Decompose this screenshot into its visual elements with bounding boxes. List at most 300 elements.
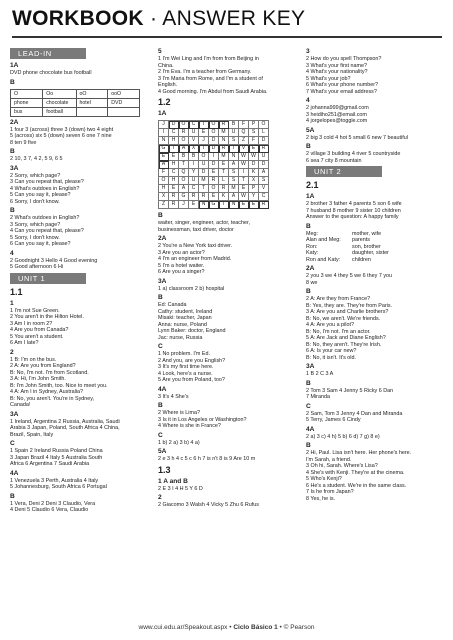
- wordsearch-cell: D: [259, 137, 269, 145]
- wordsearch-cell: K: [219, 193, 229, 201]
- exercise-label: 1A: [306, 193, 315, 200]
- table-cell: Oo: [43, 89, 76, 98]
- footer-copyright: • © Pearson: [277, 624, 315, 631]
- wordsearch-cell: A: [229, 193, 239, 201]
- wordsearch-cell: Y: [189, 169, 199, 177]
- answer-line: English.: [158, 82, 178, 88]
- wordsearch-cell: U: [189, 129, 199, 137]
- exercise-label: 4A: [10, 469, 19, 477]
- wordsearch-cell: O: [259, 121, 269, 129]
- wordsearch-cell: Z: [159, 201, 169, 209]
- exercise-label: C: [10, 440, 15, 447]
- answer-line: 7 husband 8 mother 9 sister 10 children: [306, 207, 401, 214]
- wordsearch-cell: S: [259, 177, 269, 185]
- wordsearch-row: [159, 121, 269, 129]
- exercise-label: B: [10, 492, 15, 500]
- wordsearch-cell: M: [219, 129, 229, 137]
- answer-line: 2 E 3 I 4 H 5 Y 6 D: [158, 485, 203, 492]
- answer-line: B: Yes, they are. They're from Paris.: [306, 302, 393, 309]
- answer-line: 4 jorgelopes@toggle.com: [306, 118, 368, 124]
- wordsearch-row: [159, 169, 269, 177]
- answer-line: Arabia 3 Japan, Poland, South Africa 4 China,: [10, 425, 120, 431]
- wordsearch-cell: A: [179, 185, 189, 193]
- family-row: [306, 257, 442, 264]
- wordsearch-cell: R: [199, 193, 209, 201]
- answer-line: 5 A: Are Jack and Diane English?: [306, 335, 386, 341]
- wordsearch-cell: S: [229, 137, 239, 145]
- answer-line: 7 Is he from Japan?: [306, 489, 354, 495]
- exercise-label: B: [10, 207, 15, 214]
- wordsearch-cell: W: [249, 153, 259, 161]
- answer-line: 1 a) classroom 2 b) hospital: [158, 285, 225, 292]
- wordsearch-cell: T: [239, 177, 249, 185]
- column-1: [10, 46, 140, 514]
- answer-line: Canada!: [10, 402, 31, 408]
- answer-line: 5 Can you say it, please?: [10, 192, 71, 198]
- exercise-label: 3: [306, 48, 310, 55]
- answer-line: 4 Look, here's a nurse.: [158, 370, 213, 377]
- wordsearch-cell: F: [159, 169, 169, 177]
- answer-line: 3 Japan Brazil 4 Italy 5 Australia South: [10, 454, 103, 461]
- wordsearch-cell: E: [239, 185, 249, 193]
- wordsearch-cell: G: [159, 145, 169, 153]
- exercise-label: 1A: [10, 62, 19, 69]
- exercise-label: 4A: [158, 385, 167, 393]
- exercise-label: B: [306, 288, 311, 295]
- wordsearch-cell: R: [169, 193, 179, 201]
- exercise-label: 3A: [10, 410, 19, 418]
- exercise-label: 2A: [10, 118, 19, 126]
- answer-line: Anna: nurse, Poland: [158, 321, 207, 328]
- header-rule: [12, 36, 442, 38]
- wordsearch-cell: O: [179, 177, 189, 185]
- answer-line: 6 A: Is your car new?: [306, 348, 357, 354]
- wordsearch-row: [159, 145, 269, 153]
- answer-line: 2 Tom 3 Sam 4 Jenny 5 Ricky 6 Dan: [306, 387, 394, 394]
- wordsearch-cell: C: [259, 193, 269, 201]
- wordsearch-cell: W: [239, 161, 249, 169]
- family-name: Meg:: [306, 230, 318, 237]
- answer-line: 4 I'm an engineer from Madrid.: [158, 256, 232, 262]
- exercise-label: B: [10, 78, 15, 86]
- wordsearch-cell: I: [199, 145, 209, 153]
- exercise-label: 2: [10, 348, 14, 356]
- wordsearch-cell: F: [239, 121, 249, 129]
- answer-line: 6 Sorry, I don't know.: [10, 198, 60, 205]
- answer-line: waiter, singer, engineer, actor, teacher,: [158, 220, 250, 226]
- exercise-label: B: [158, 402, 163, 409]
- exercise-label: B: [158, 294, 163, 301]
- wordsearch-cell: E: [239, 201, 249, 209]
- exercise-label: 5: [158, 48, 162, 55]
- answer-line: 6 He's a student. We're in the same class.: [306, 482, 407, 489]
- answer-line: 1 I'm not Sue Green.: [10, 307, 60, 314]
- answer-line: 2 Giacomo 3 Walsh 4 Vicky 5 Zhu 6 Rufus: [158, 502, 259, 508]
- exercise-label: 5A: [158, 448, 167, 455]
- exercise-label: 4: [306, 97, 310, 104]
- answer-line: B: No, I'm not. I'm an actor.: [306, 328, 371, 335]
- answer-line: 1 Venezuela 3 Perth, Australia 4 Italy: [10, 477, 99, 484]
- wordsearch-cell: B: [189, 153, 199, 161]
- wordsearch-cell: O: [209, 185, 219, 193]
- wordsearch-cell: I: [209, 153, 219, 161]
- wordsearch-cell: F: [249, 137, 259, 145]
- exercise-label: B: [306, 442, 311, 449]
- wordsearch-cell: D: [169, 121, 179, 129]
- wordsearch-cell: U: [189, 177, 199, 185]
- table-row: [11, 89, 140, 98]
- answer-line: 3 Sorry, which page?: [10, 221, 61, 228]
- wordsearch-cell: R: [259, 201, 269, 209]
- wordsearch-row: [159, 177, 269, 185]
- answer-line: 3 It's 4 She's: [158, 393, 189, 400]
- exercise-label: C: [306, 402, 311, 410]
- wordsearch-cell: H: [169, 137, 179, 145]
- wordsearch-cell: J: [199, 137, 209, 145]
- table-cell: chocolate: [43, 98, 76, 107]
- answer-line: 1 No problem. I'm Ed.: [158, 351, 210, 357]
- answer-line: 5 You aren't a student.: [10, 333, 64, 340]
- wordsearch-cell: E: [219, 161, 229, 169]
- answer-line: 3 Oh hi, Sarah. Where's Lisa?: [306, 463, 378, 469]
- exercise-label: 2A: [158, 235, 167, 242]
- wordsearch-cell: C: [169, 129, 179, 137]
- wordsearch-cell: D: [249, 161, 259, 169]
- answer-line: 4 Deni 5 Claudio 6 Vera, Claudio: [10, 507, 89, 513]
- answer-line: 1 B: I'm on the bus.: [10, 356, 57, 363]
- wordsearch-cell: E: [169, 153, 179, 161]
- wordsearch-cell: I: [189, 161, 199, 169]
- wordsearch-cell: M: [199, 177, 209, 185]
- answer-line: 4 Good morning. I'm Abdul from Saudi Arabia.: [158, 88, 268, 95]
- answer-line: 7 Miranda: [306, 394, 330, 400]
- answer-line: 3 I'm Maria from Rome, and I'm a student of: [158, 75, 263, 82]
- answer-line: 3 Is it in Los Angeles or Washington?: [158, 416, 247, 423]
- exercise-label: 3A: [158, 277, 167, 285]
- section-tab-unit-2: UNIT 2: [306, 166, 382, 177]
- answer-line: China.: [158, 62, 174, 69]
- answer-line: 3 heidiho251@email.com: [306, 111, 367, 118]
- wordsearch-cell: U: [229, 129, 239, 137]
- answer-line: 1 four 3 (across) three 3 (down) two 4 eight: [10, 126, 114, 133]
- answer-line: 4 A: Am I in Sydney, Australia?: [10, 389, 84, 395]
- wordsearch-row: [159, 153, 269, 161]
- wordsearch-cell: P: [249, 121, 259, 129]
- answer-line: Answer to the question: A happy family: [306, 214, 399, 220]
- wordsearch-cell: B: [179, 153, 189, 161]
- family-role: parents: [352, 237, 370, 243]
- wordsearch-cell: J: [179, 201, 189, 209]
- answer-line: 2 You aren't in the Hilton Hotel.: [10, 314, 84, 320]
- wordsearch-cell: D: [209, 137, 219, 145]
- answer-line: Africa 6 Argentina 7 Saudi Arabia: [10, 461, 90, 467]
- title-answer-key: · ANSWER KEY: [143, 7, 306, 30]
- family-name: Ron and Katy:: [306, 256, 341, 263]
- family-name: Ron:: [306, 243, 318, 250]
- answer-line: 1 B 2 C 3 A: [306, 371, 334, 377]
- answer-line: 6 Can you say it, please?: [10, 241, 71, 247]
- answer-line: 6 sea 7 city 8 mountain: [306, 157, 362, 164]
- answer-line: 2 Sam, Tom 3 Jenny 4 Dan and Miranda: [306, 410, 403, 417]
- answer-line: 4 Are you from Canada?: [10, 327, 69, 333]
- wordsearch-cell: L: [219, 177, 229, 185]
- wordsearch-cell: L: [259, 129, 269, 137]
- wordsearch-cell: X: [159, 193, 169, 201]
- family-role: mother, wife: [352, 230, 382, 237]
- family-role: son, brother: [352, 243, 381, 250]
- wordsearch-cell: T: [199, 121, 209, 129]
- wordsearch-cell: E: [249, 145, 259, 153]
- answer-line: 4 Where is she in France?: [158, 423, 221, 429]
- answer-line: 1 Vera, Deni 2 Deni 3 Claudio, Vera: [10, 500, 96, 507]
- answer-line: 4 What's outdoes in English?: [10, 185, 80, 192]
- answer-line: 3 Can you repeat that, please?: [10, 179, 84, 185]
- wordsearch-cell: A: [229, 161, 239, 169]
- footer-url[interactable]: www.cui.edu.ar/Speakout.aspx: [138, 624, 228, 631]
- wordsearch-cell: H: [159, 185, 169, 193]
- exercise-label: 1A: [158, 110, 167, 117]
- wordsearch-cell: U: [199, 161, 209, 169]
- exercise-label: C: [158, 431, 163, 439]
- wordsearch-cell: R: [219, 145, 229, 153]
- answer-line: 5 Johannesburg, South Africa 6 Portugal: [10, 484, 107, 490]
- wordsearch-cell: R: [189, 193, 199, 201]
- table-cell: oO: [76, 89, 108, 98]
- answer-line: 2 A: Are you from England?: [10, 363, 76, 369]
- table-cell: phone: [11, 98, 43, 107]
- wordsearch-cell: Q: [179, 169, 189, 177]
- page-footer: [0, 624, 453, 631]
- answer-line: 2 What's outdoes in English?: [10, 215, 80, 221]
- answer-line: Lynn Baker: doctor, England: [158, 328, 226, 334]
- wordsearch-cell: D: [259, 161, 269, 169]
- table-row: [11, 98, 140, 107]
- answer-line: 2 And you, are you English?: [158, 357, 226, 364]
- answer-line: businessman, taxi driver, doctor: [158, 226, 234, 233]
- answer-line: 3 A: Hi, I'm John Smith.: [10, 376, 66, 382]
- wordsearch-cell: O: [159, 177, 169, 185]
- wordsearch-cell: M: [229, 185, 239, 193]
- family-role: daughter, sister: [352, 250, 389, 256]
- wordsearch-cell: T: [199, 185, 209, 193]
- answer-line: 4 What's your nationality?: [306, 69, 368, 75]
- answer-line: 5 (across) six 5 (down) seven 6 one 7 nine: [10, 133, 112, 139]
- wordsearch-cell: O: [179, 121, 189, 129]
- exercise-label: 1: [10, 299, 14, 307]
- wordsearch-cell: O: [199, 153, 209, 161]
- answer-line: 2 a) 3 c) 4 h) 5 b) 6 d) 7 g) 8 e): [306, 433, 380, 440]
- wordsearch-cell: I: [159, 129, 169, 137]
- wordsearch-cell: X: [189, 145, 199, 153]
- wordsearch-cell: J: [159, 121, 169, 129]
- exercise-label: 4: [10, 249, 14, 257]
- exercise-label: B: [10, 148, 15, 155]
- exercise-label: 5A: [306, 126, 315, 134]
- answer-line: 2 Hi, Paul. Lisa isn't here. Her phone's here.: [306, 450, 412, 456]
- wordsearch-cell: N: [199, 201, 209, 209]
- answer-line: 4 Can you repeat that, please?: [10, 228, 84, 234]
- wordsearch-cell: V: [259, 185, 269, 193]
- answer-line: 7 What's your email address?: [306, 88, 377, 95]
- wordsearch-cell: N: [219, 137, 229, 145]
- section-tab-lead-in: LEAD-IN: [10, 48, 86, 59]
- wordsearch-cell: G: [179, 193, 189, 201]
- wordsearch-cell: R: [259, 145, 269, 153]
- wordsearch-cell: R: [219, 121, 229, 129]
- answer-line: 8 ten 9 five: [10, 139, 37, 146]
- wordsearch-cell: E: [159, 153, 169, 161]
- wordsearch-cell: S: [229, 169, 239, 177]
- wordsearch-cell: W: [239, 193, 249, 201]
- answer-line: 2 brother 3 father 4 parents 5 son 6 wife: [306, 201, 402, 207]
- wordsearch-cell: N: [159, 137, 169, 145]
- exercise-label: B: [306, 143, 311, 150]
- answer-line: B: No, you aren't. You're in Sydney,: [10, 395, 95, 402]
- answer-line: 5 Good afternoon 6 Hi: [10, 264, 64, 270]
- answer-line: 2 e 3 h 4 c 5 c 6 h 7 is n't 8 is 9 Are 10 m: [158, 456, 256, 462]
- wordsearch-cell: O: [209, 129, 219, 137]
- wordsearch-cell: T: [169, 145, 179, 153]
- answer-line: 2 10, 3 7, 4 2, 5 9, 6 5: [10, 156, 63, 162]
- wordsearch-cell: E: [169, 185, 179, 193]
- wordsearch-cell: E: [249, 201, 259, 209]
- answer-line: 8 we: [306, 279, 318, 286]
- family-name: Katy:: [306, 250, 319, 256]
- answer-line: 2 Sorry, which page?: [10, 172, 61, 179]
- exercise-label: B: [306, 222, 311, 230]
- wordsearch-cell: O: [179, 137, 189, 145]
- exercise-label: 3A: [10, 164, 19, 172]
- table-row: [11, 107, 140, 116]
- table-cell: bus: [11, 107, 43, 116]
- answer-line: 5 What's your job?: [306, 75, 351, 82]
- wordsearch-cell: B: [229, 121, 239, 129]
- wordsearch-grid: [158, 120, 269, 209]
- exercise-label: 4A: [306, 425, 315, 433]
- answer-line: Misaki: teacher, Japan: [158, 315, 212, 321]
- answer-line: 2 Where is Lima?: [158, 410, 200, 416]
- lesson-heading: 2.1: [306, 180, 319, 190]
- wordsearch-cell: E: [199, 129, 209, 137]
- wordsearch-row: [159, 137, 269, 145]
- wordsearch-cell: Z: [239, 137, 249, 145]
- answer-line: 4 She's with Kenji. They're at the cinema.: [306, 469, 405, 476]
- answer-line: B: No, we aren't. We're friends.: [306, 315, 381, 322]
- wordsearch-cell: O: [209, 121, 219, 129]
- answer-line: 2 big 3 cold 4 hot 5 small 6 new 7 beautiful: [306, 134, 408, 141]
- column-3: [306, 46, 442, 502]
- wordsearch-cell: T: [219, 169, 229, 177]
- wordsearch-cell: Y: [249, 193, 259, 201]
- answer-line: 2 I'm Eva. I'm a teacher from Germany.: [158, 69, 252, 75]
- wordsearch-cell: A: [259, 169, 269, 177]
- answer-line: 5 I'm a hotel waiter.: [158, 262, 205, 269]
- answer-line: Cathy: student, Ireland: [158, 308, 213, 315]
- exercise-label: B: [158, 212, 163, 219]
- wordsearch-cell: S: [229, 177, 239, 185]
- answer-line: 3 A: Are you and Charlie brothers?: [306, 309, 389, 315]
- wordsearch-cell: R: [169, 201, 179, 209]
- wordsearch-cell: E: [209, 169, 219, 177]
- wordsearch-cell: Q: [239, 129, 249, 137]
- wordsearch-cell: G: [209, 201, 219, 209]
- answer-line: B: No, they aren't. They're Irish.: [306, 341, 382, 348]
- section-tab-unit-1: UNIT 1: [10, 273, 86, 284]
- wordsearch-cell: V: [189, 137, 199, 145]
- answer-line: Ed: Canada: [158, 302, 187, 308]
- wordsearch-cell: S: [249, 129, 259, 137]
- exercise-label: 2A: [306, 265, 315, 272]
- wordsearch-cell: U: [259, 153, 269, 161]
- answer-line: DVD phone chocolate bus football: [10, 70, 92, 76]
- wordsearch-row: [159, 161, 269, 169]
- answer-line: 5 Terry, James 6 Cindy: [306, 417, 361, 423]
- answer-line: 6 Am I late?: [10, 340, 39, 346]
- answer-line: 8 Yes, he is.: [306, 495, 336, 502]
- wordsearch-cell: R: [219, 185, 229, 193]
- table-cell: [108, 107, 140, 116]
- family-name: Alan and Meg:: [306, 237, 341, 243]
- exercise-label: 3A: [306, 363, 315, 370]
- wordsearch-cell: C: [169, 169, 179, 177]
- exercise-label: 2: [158, 494, 162, 501]
- wordsearch-cell: N: [229, 153, 239, 161]
- answer-line: 2 you 3 we 4 they 5 we 6 they 7 you: [306, 273, 393, 279]
- answer-line: 1 Spain 2 Ireland Russia Poland China: [10, 448, 103, 454]
- wordsearch-cell: V: [239, 145, 249, 153]
- wordsearch-cell: H: [169, 177, 179, 185]
- answer-line: 6 What's your phone number?: [306, 82, 379, 88]
- table-cell: O: [11, 89, 43, 98]
- footer-course: Ciclo Básico 1: [233, 624, 278, 631]
- wordsearch-cell: R: [209, 177, 219, 185]
- answer-line: 5 Who's Kenji?: [306, 476, 342, 482]
- title-workbook: WORKBOOK: [12, 7, 144, 30]
- table-cell: ooO: [108, 89, 140, 98]
- answer-line: 3 Are you an actor?: [158, 249, 205, 256]
- wordsearch-cell: D: [209, 161, 219, 169]
- lesson-heading: 1.1: [10, 286, 23, 297]
- wordsearch-cell: P: [249, 185, 259, 193]
- answer-line: 3 It's my first time here.: [158, 364, 214, 370]
- answer-line: 2 A: Are they from France?: [306, 296, 371, 302]
- answer-line: 3 What's your first name?: [306, 62, 367, 69]
- answer-line: 2 Goodnight 3 Hello 4 Good evening: [10, 257, 98, 264]
- wordsearch-cell: A: [159, 161, 169, 169]
- table-cell: football: [43, 107, 76, 116]
- answer-line: 5 Are you from Poland, too?: [158, 377, 225, 383]
- wordsearch-cell: E: [189, 201, 199, 209]
- wordsearch-cell: A: [179, 145, 189, 153]
- answer-line: 2 johanna999@gmail.com: [306, 105, 369, 111]
- wordsearch-cell: W: [239, 153, 249, 161]
- answer-line: Brazil, Spain, Italy: [10, 431, 54, 438]
- footer-separator: •: [227, 624, 234, 631]
- answer-line: 5 Sorry, I don't know.: [10, 234, 60, 241]
- answer-line: B: No, it isn't. It's old.: [306, 354, 356, 361]
- wordsearch-cell: N: [229, 201, 239, 209]
- family-role: children: [352, 256, 371, 263]
- answer-line: I'm Sarah, a friend.: [306, 456, 352, 463]
- wordsearch-row: [159, 129, 269, 137]
- wordsearch-cell: H: [169, 161, 179, 169]
- wordsearch-cell: T: [179, 161, 189, 169]
- table-cell: hotel: [76, 98, 108, 107]
- wordsearch-cell: I: [219, 201, 229, 209]
- answer-line: 2 village 3 building 4 river 5 countryside: [306, 151, 401, 157]
- exercise-label: B: [306, 379, 311, 387]
- wordsearch-cell: E: [209, 193, 219, 201]
